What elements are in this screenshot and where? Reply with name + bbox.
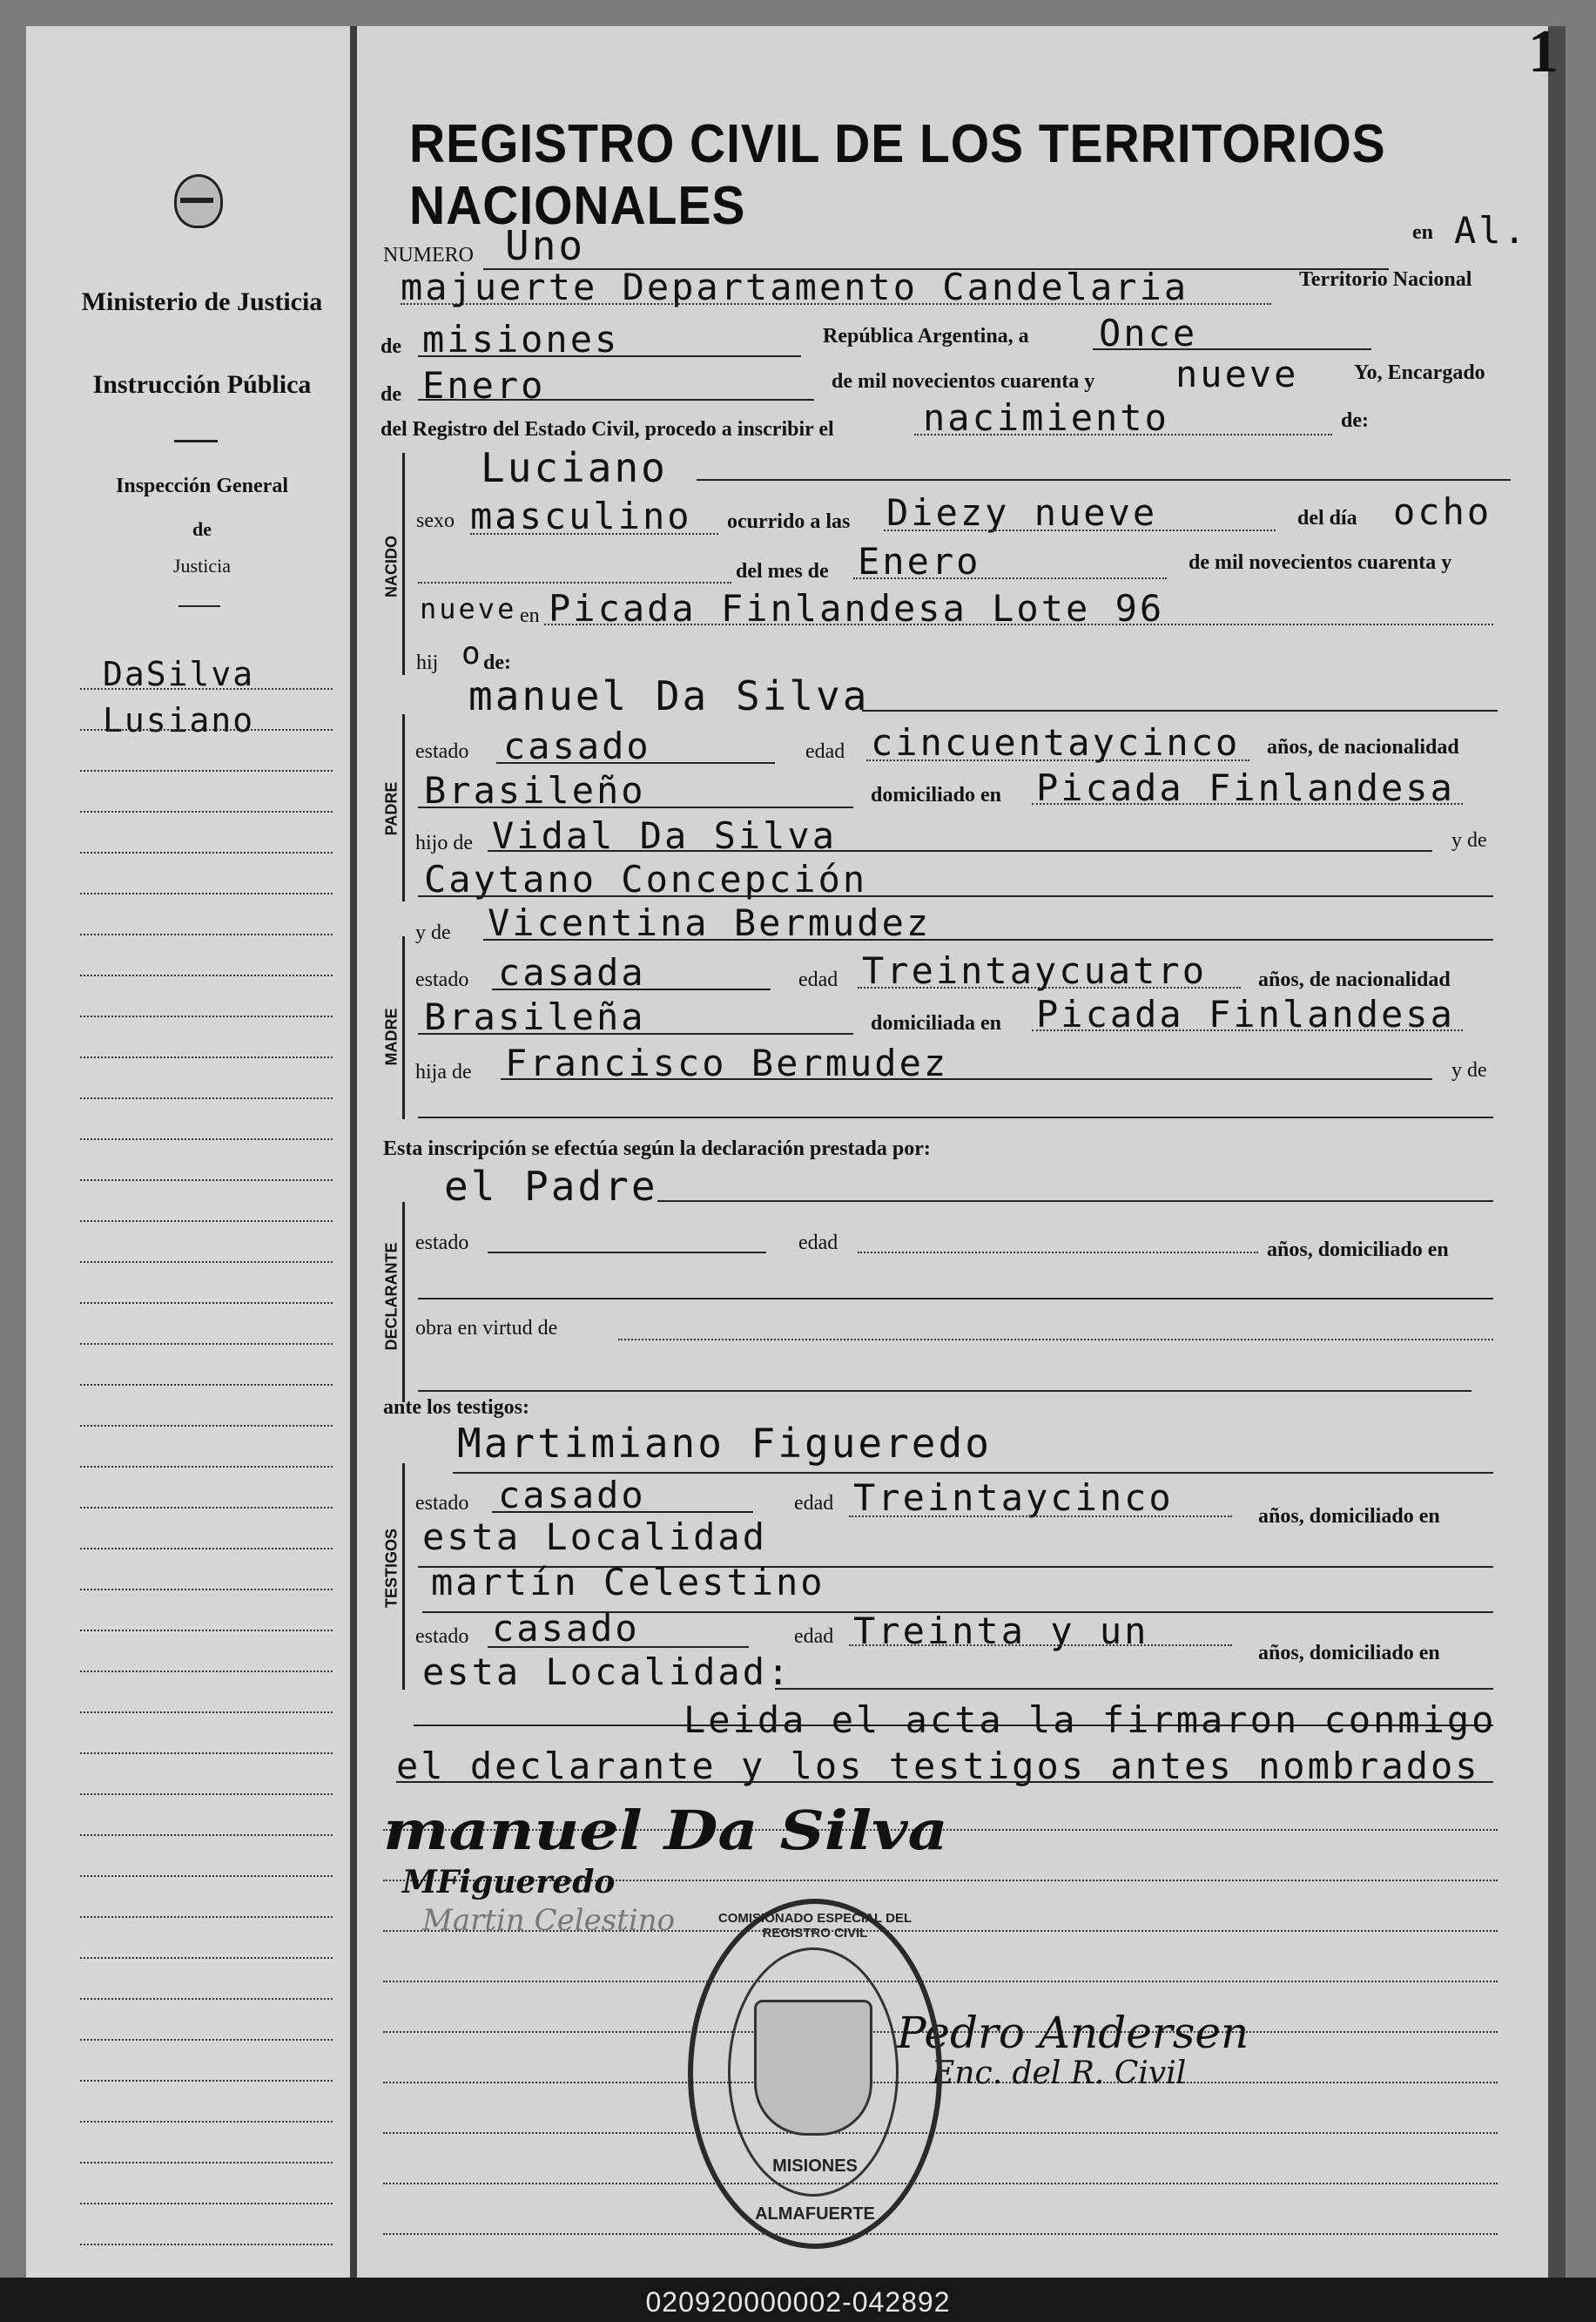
- label-edad: edad: [798, 1232, 838, 1254]
- label-en-lugar: en: [520, 604, 540, 627]
- rule: [1032, 803, 1463, 805]
- rule: [618, 1339, 1493, 1340]
- margin-rule: [80, 1793, 333, 1795]
- rule: [488, 850, 1432, 852]
- margin-rule: [80, 1671, 333, 1672]
- label-estado: estado: [415, 1232, 469, 1254]
- label-de: de: [380, 335, 401, 358]
- stamp-province: MISIONES: [772, 2157, 858, 2176]
- rule: [853, 577, 1167, 579]
- label-estado: estado: [415, 1625, 469, 1648]
- field-testigo1-edad: Treintaycinco: [853, 1476, 1174, 1519]
- rule: [418, 399, 814, 401]
- label-en: en: [1412, 221, 1433, 244]
- page-rule: [383, 2233, 1498, 2235]
- closing-line-2: el declarante y los testigos antes nombrados: [396, 1745, 1480, 1787]
- margin-rule: [80, 1630, 333, 1631]
- field-padre-nombre: manuel Da Silva: [468, 672, 870, 719]
- left-page: [26, 26, 350, 2278]
- label-de: de: [380, 383, 401, 406]
- label-estado: estado: [415, 969, 469, 991]
- field-madre-domicilio: Picada Finlandesa: [1036, 993, 1455, 1036]
- signature-registrar: Pedro Andersen: [897, 2008, 1249, 2058]
- label-ante-testigos: ante los testigos:: [383, 1396, 529, 1419]
- rule: [501, 1078, 1432, 1080]
- signature-witness-1: MFigueredo: [402, 1864, 616, 1900]
- field-numero: Uno: [505, 222, 586, 269]
- rule: [914, 434, 1332, 435]
- margin-rule: [80, 975, 333, 976]
- field-testigo2-edad: Treinta y un: [853, 1610, 1149, 1652]
- label-edad: edad: [794, 1625, 834, 1648]
- margin-rule: [80, 1179, 333, 1181]
- field-lugar-nac: Picada Finlandesa Lote 96: [549, 587, 1165, 630]
- label-edad: edad: [794, 1492, 834, 1515]
- margin-rule: [80, 1466, 333, 1468]
- ministry-heading: Ministerio de Justicia: [81, 287, 323, 316]
- footer-document-id: 020920000002-042892: [645, 2286, 951, 2318]
- field-en: Al.: [1454, 209, 1528, 252]
- official-stamp: [688, 1899, 942, 2249]
- label-numero: NUMERO: [383, 244, 475, 267]
- margin-rule: [80, 1261, 333, 1263]
- margin-rule: [80, 770, 333, 772]
- margin-rule: [80, 1875, 333, 1877]
- margin-rule: [80, 2203, 333, 2204]
- rule: [492, 1511, 753, 1513]
- label-estado: estado: [415, 740, 469, 763]
- label-anos-dom: años, domiciliado en: [1258, 1642, 1440, 1664]
- rule: [418, 807, 853, 808]
- label-anos-dom: años, domiciliado en: [1258, 1505, 1440, 1528]
- section-bracket: [402, 714, 405, 901]
- margin-rule: [80, 729, 333, 731]
- rule: [492, 989, 771, 990]
- field-tipo: nacimiento: [923, 396, 1169, 439]
- margin-rule: [80, 811, 333, 813]
- field-dia-nac: ocho: [1393, 490, 1492, 533]
- inspection-de: de: [192, 518, 212, 540]
- label-edad: edad: [805, 740, 845, 763]
- coat-of-arms-icon: [174, 174, 223, 228]
- field-testigo2: martín Celestino: [431, 1561, 825, 1603]
- margin-rule: [80, 1425, 333, 1427]
- side-label-nacido: NACIDO: [382, 536, 401, 597]
- section-bracket: [402, 453, 405, 675]
- field-dia: Once: [1099, 312, 1198, 354]
- label-hijo-de: de:: [483, 651, 511, 674]
- rule: [401, 303, 1271, 305]
- document-title: REGISTRO CIVIL DE LOS TERRITORIOS NACIONALES: [409, 114, 1386, 236]
- margin-rule: [80, 852, 333, 854]
- field-madre-edad: Treintaycuatro: [862, 949, 1208, 992]
- label-anos-dom: años, domiciliado en: [1267, 1239, 1449, 1261]
- label-del-registro: del Registro del Estado Civil, procedo a inscribir el: [380, 418, 834, 441]
- page-spine: [350, 26, 357, 2278]
- signature-registrar-title: Enc. del R. Civil: [932, 2055, 1187, 2091]
- margin-rule: [80, 1507, 333, 1509]
- page-edge: [1548, 26, 1566, 2278]
- margin-rule: [80, 1097, 333, 1099]
- field-territorio: misiones: [422, 318, 620, 361]
- margin-rule: [80, 2039, 333, 2041]
- field-padre-nacionalidad: Brasileño: [424, 769, 646, 812]
- margin-rule: [80, 1548, 333, 1549]
- label-anos-nac: años, de nacionalidad: [1258, 969, 1451, 991]
- field-anio: nueve: [1175, 353, 1299, 395]
- margin-rule: [80, 893, 333, 894]
- label-hija-de: hija de: [415, 1061, 472, 1083]
- field-hora: Diezy nueve: [886, 491, 1158, 534]
- side-label-testigos: TESTIGOS: [382, 1529, 401, 1609]
- field-testigo2-estado: casado: [492, 1607, 640, 1650]
- rule: [544, 624, 1493, 625]
- label-domiciliado: domiciliado en: [871, 784, 1002, 807]
- rule: [858, 987, 1241, 989]
- label-domiciliada: domiciliada en: [871, 1012, 1002, 1035]
- field-anio-nac: nueve: [420, 592, 517, 625]
- rule: [488, 1252, 766, 1253]
- section-bracket: [402, 1463, 405, 1690]
- margin-rule: [80, 1752, 333, 1754]
- margin-rule: [80, 1220, 333, 1222]
- margin-rule: [80, 1916, 333, 1918]
- margin-rule: [80, 934, 333, 935]
- rule: [418, 895, 1493, 897]
- field-hijo-sufijo: o: [461, 636, 483, 672]
- rule: [418, 1033, 853, 1035]
- side-label-padre: PADRE: [382, 781, 401, 836]
- label-ocurrido: ocurrido a las: [727, 510, 851, 533]
- rule: [697, 479, 1511, 481]
- signature-witness-2: Martin Celestino: [422, 1903, 676, 1938]
- margin-rule: [80, 1384, 333, 1386]
- margin-rule: [80, 1138, 333, 1140]
- rule: [418, 1298, 1493, 1299]
- rule: [483, 939, 1493, 941]
- label-sexo: sexo: [416, 510, 455, 532]
- rule: [884, 530, 1276, 531]
- margin-rule: [80, 1711, 333, 1713]
- field-padre-estado: casado: [503, 725, 651, 767]
- label-yo-encargado: Yo, Encargado: [1354, 361, 1485, 384]
- field-declarante: el Padre: [444, 1163, 658, 1210]
- signature-father: manuel Da Silva: [383, 1799, 948, 1862]
- field-sexo: masculino: [470, 495, 692, 537]
- stamp-town: ALMAFUERTE: [755, 2204, 875, 2224]
- rule: [866, 759, 1249, 761]
- divider: [174, 440, 218, 442]
- instruction-heading: Instrucción Pública: [92, 370, 312, 399]
- label-y-de2: y de: [415, 921, 451, 944]
- rule: [862, 710, 1498, 712]
- label-edad: edad: [798, 969, 838, 991]
- label-y-de: y de: [1451, 1059, 1487, 1082]
- field-madre-estado: casada: [498, 951, 646, 994]
- field-testigo1-estado: casado: [498, 1474, 646, 1516]
- closing-line-1: Leida el acta la firmaron conmigo: [684, 1698, 1497, 1741]
- field-madre-hija-de: Francisco Bermudez: [505, 1042, 949, 1084]
- side-label-declarante: DECLARANTE: [382, 1242, 401, 1351]
- margin-note-surname: DaSilva: [103, 655, 255, 693]
- rule: [1093, 348, 1371, 350]
- side-label-madre: MADRE: [382, 1008, 401, 1066]
- rule: [775, 1688, 1493, 1690]
- margin-rule: [80, 1834, 333, 1836]
- rule: [418, 1117, 1493, 1118]
- field-padre-y-de: Caytano Concepción: [424, 858, 868, 901]
- label-del-mes: del mes de: [736, 560, 829, 583]
- margin-rule: [80, 1589, 333, 1590]
- margin-rule: [80, 1302, 333, 1304]
- label-obra-virtud: obra en virtud de: [415, 1317, 558, 1340]
- page-number: 1: [1528, 18, 1559, 85]
- field-padre-hijo-de: Vidal Da Silva: [492, 814, 838, 857]
- inspection-heading: Inspección General: [116, 475, 288, 497]
- label-estado: estado: [415, 1492, 469, 1515]
- label-hijo: hij: [416, 651, 439, 674]
- page-rule: [383, 2132, 1498, 2134]
- margin-rule: [80, 1056, 333, 1058]
- margin-rule: [80, 1957, 333, 1959]
- field-testigo1: Martimiano Figueredo: [457, 1420, 992, 1467]
- rule: [418, 582, 731, 584]
- rule: [1032, 1029, 1463, 1031]
- rule: [396, 1781, 1493, 1783]
- label-de-colon: de:: [1341, 409, 1369, 432]
- field-mes: Enero: [422, 364, 546, 407]
- rule: [488, 1646, 749, 1648]
- rule: [849, 1515, 1232, 1517]
- margin-rule: [80, 2162, 333, 2163]
- justice-heading: Justicia: [173, 555, 231, 577]
- rule: [470, 533, 718, 535]
- label-y-de: y de: [1451, 829, 1487, 852]
- rule: [418, 355, 801, 357]
- page-rule: [383, 2183, 1498, 2184]
- rule: [858, 1252, 1258, 1253]
- field-testigo1-dom: esta Localidad: [422, 1515, 768, 1558]
- field-lugar: majuerte Departamento Candelaria: [401, 266, 1189, 308]
- rule: [657, 1200, 1493, 1202]
- margin-rule: [80, 1998, 333, 2000]
- rule: [418, 1390, 1471, 1392]
- footer-bar: [0, 2278, 1596, 2322]
- divider: [178, 605, 220, 607]
- margin-note-name: Lusiano: [103, 701, 255, 739]
- label-hijo-de2: hijo de: [415, 832, 473, 854]
- label-mil-cuarenta: de mil novecientos cuarenta y: [832, 370, 1095, 393]
- section-bracket: [402, 1202, 405, 1402]
- margin-rule: [80, 2121, 333, 2123]
- label-mil-cuarenta-y: de mil novecientos cuarenta y: [1189, 551, 1452, 574]
- rule: [849, 1644, 1232, 1646]
- stamp-shield-icon: [754, 2000, 872, 2136]
- margin-rule: [80, 2080, 333, 2082]
- label-territorio: Territorio Nacional: [1299, 268, 1472, 291]
- field-madre-nombre: Vicentina Bermudez: [488, 901, 932, 944]
- rule: [496, 762, 775, 764]
- field-testigo2-dom: esta Localidad:: [422, 1650, 792, 1693]
- stamp-top-text: COMISIONADO ESPECIAL DEL REGISTRO CIVIL: [717, 1911, 912, 1941]
- page-rule: [383, 1981, 1498, 1982]
- field-nombre: Luciano: [481, 444, 668, 491]
- label-anos-nac: años, de nacionalidad: [1267, 736, 1459, 759]
- field-mes-nac: Enero: [858, 540, 981, 583]
- margin-rule: [80, 1016, 333, 1017]
- label-declaracion: Esta inscripción se efectúa según la declaración prestada por:: [383, 1137, 931, 1160]
- margin-rule: [80, 1343, 333, 1345]
- section-bracket: [402, 936, 405, 1119]
- field-madre-nacionalidad: Brasileña: [424, 996, 646, 1038]
- margin-rule: [80, 2244, 333, 2245]
- field-padre-domicilio: Picada Finlandesa: [1036, 766, 1455, 809]
- label-del-dia: del día: [1297, 507, 1357, 530]
- field-padre-edad: cincuentaycinco: [871, 721, 1241, 764]
- margin-rule: [80, 688, 333, 690]
- label-republica: República Argentina, a: [823, 325, 1029, 348]
